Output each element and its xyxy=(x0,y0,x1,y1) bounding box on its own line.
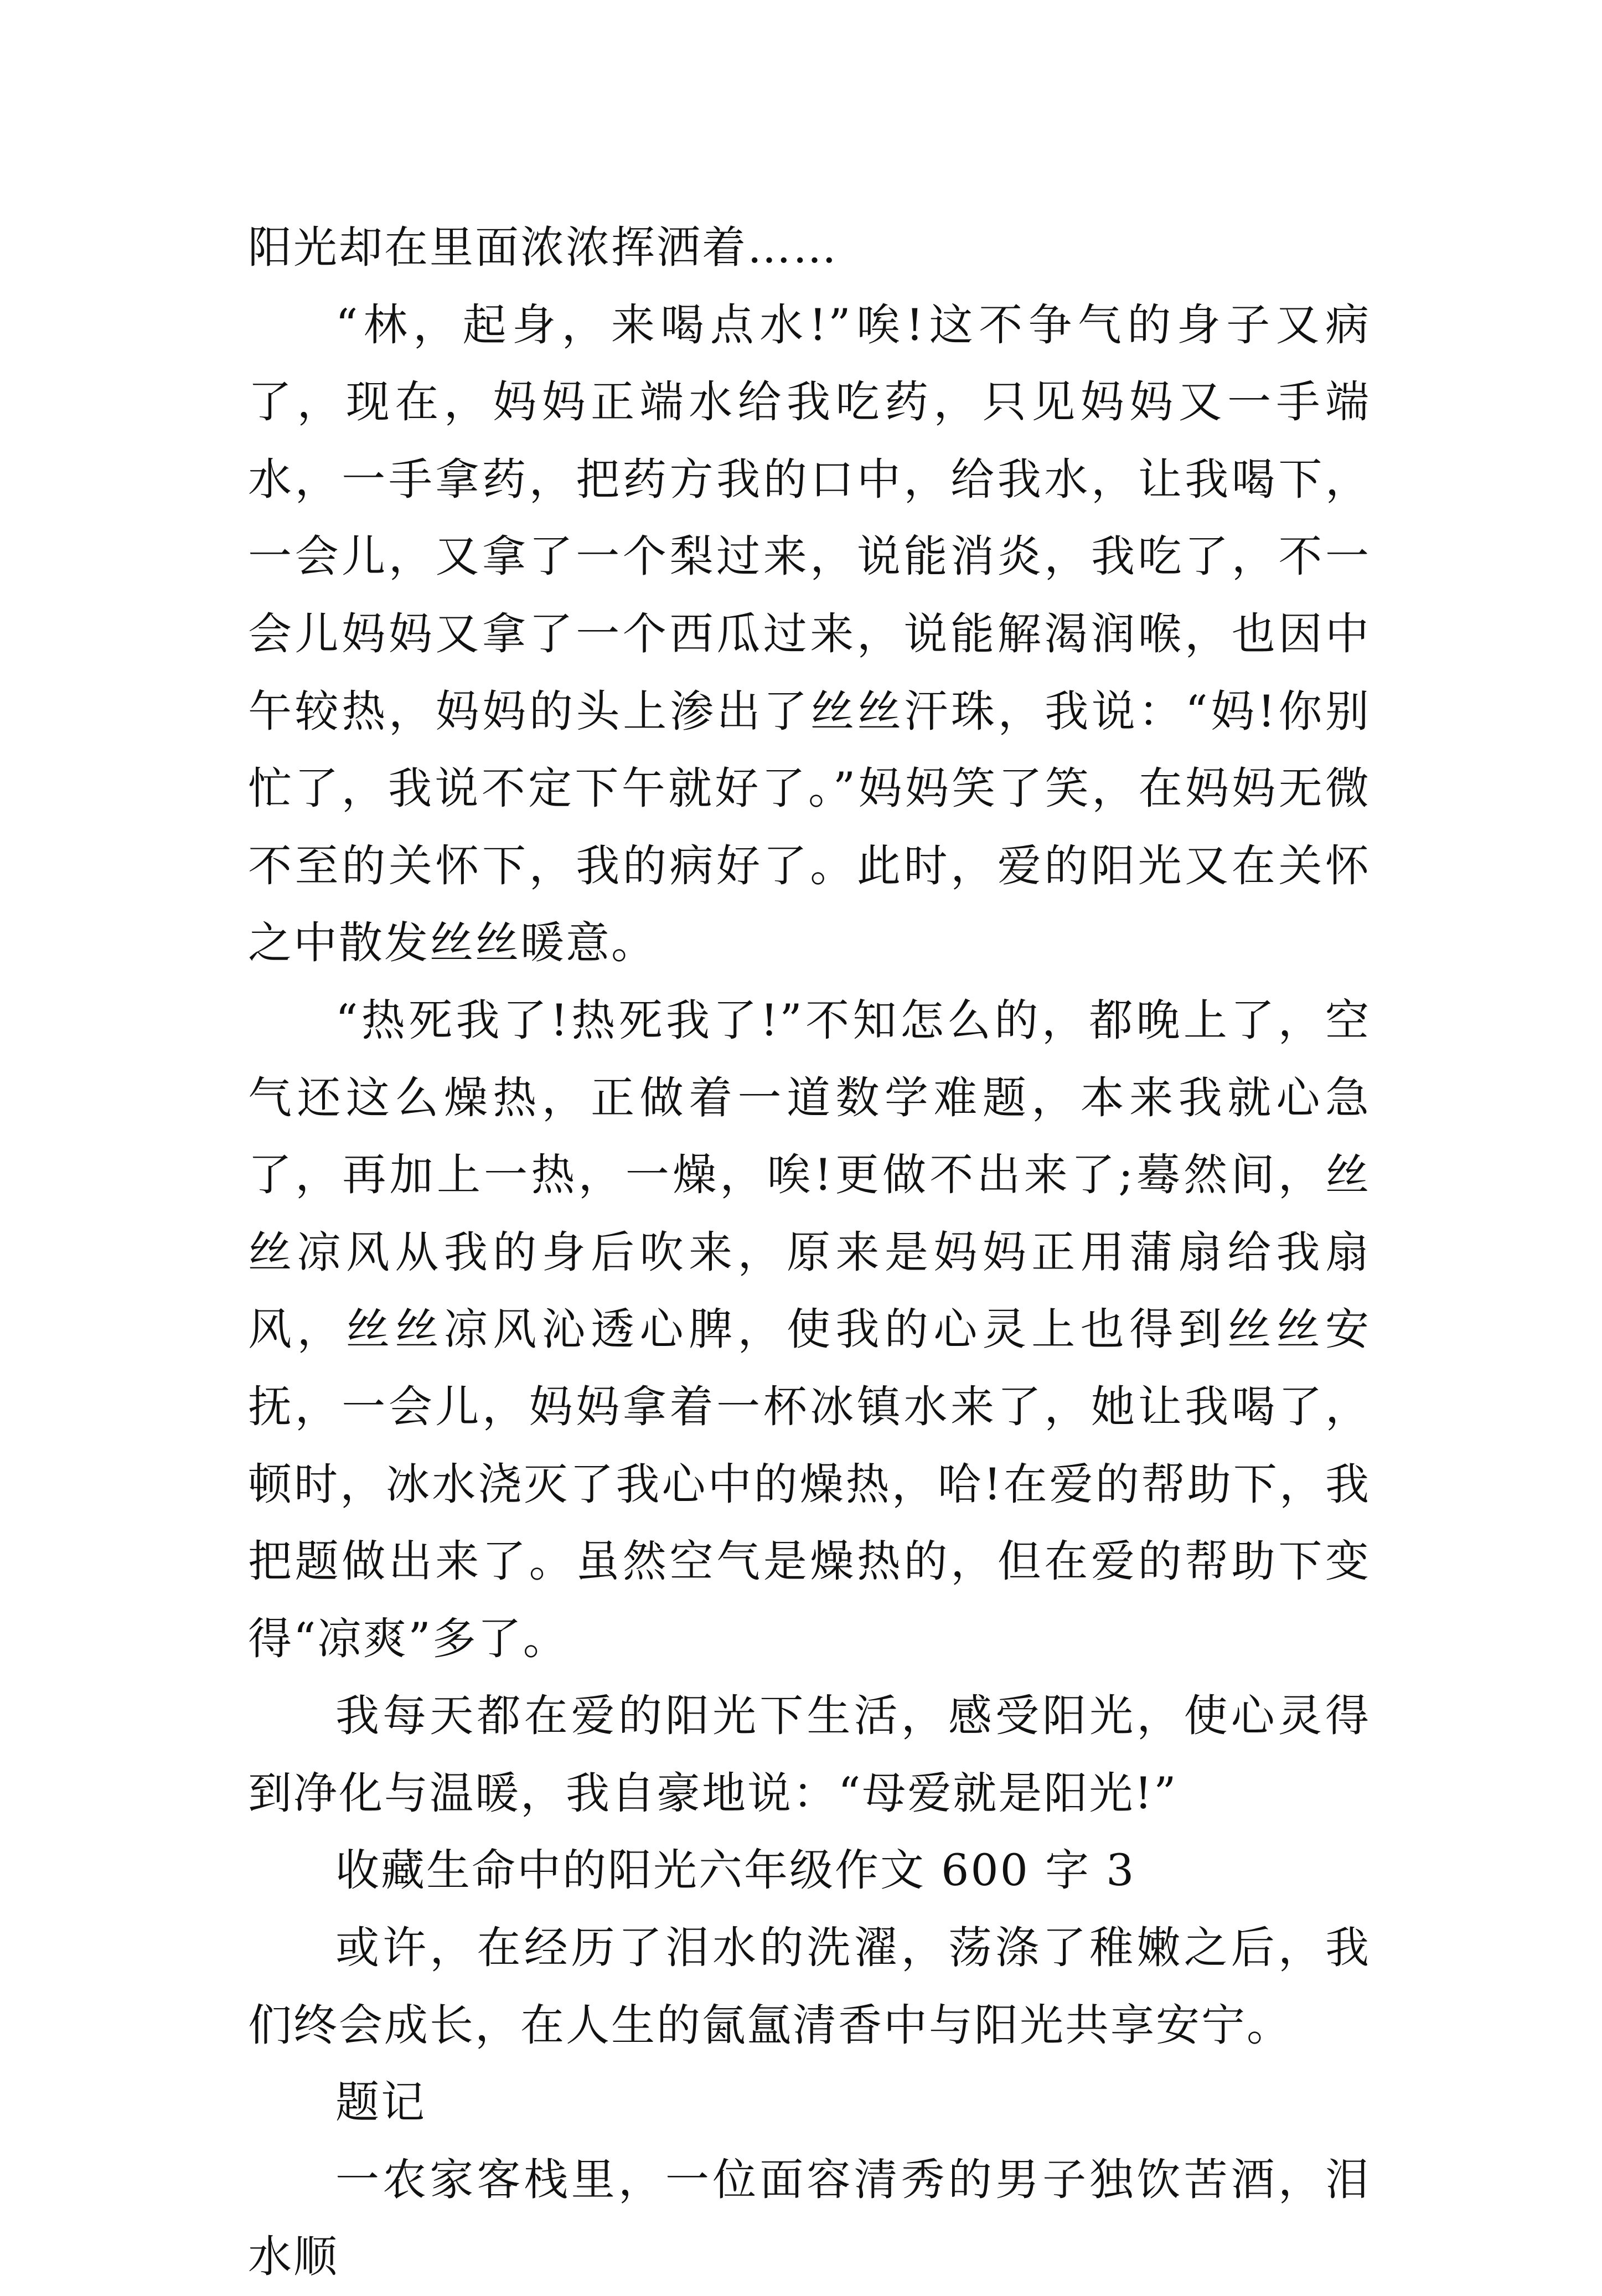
paragraph-8: 一农家客栈里，一位面容清秀的男子独饮苦酒，泪水顺 xyxy=(248,2154,1371,2283)
epigraph-label: 题记 xyxy=(335,2077,426,2128)
paragraph-2: “林，起身，来喝点水!”唉!这不争气的身子又病了，现在，妈妈正端水给我吃药，只见妈妈又一手端水，一手拿药，把药方我的口中，给我水，让我喝下，一会儿，又拿了一个梨过来，说能消炎，我吃了，不一会儿妈妈又拿了一个西瓜过来，说能解渴润喉，也因中午较热，妈妈的头上渗出了丝丝汗珠，我说：“妈!你别忙了，我说不定下午就好了。”妈妈笑了笑，在妈妈无微不至的关怀下，我的病好了。此时，爱的阳光又在关怀之中散发丝丝暖意。 xyxy=(248,299,1371,969)
paragraph-4: 我每天都在爱的阳光下生活，感受阳光，使心灵得到净化与温暖，我自豪地说：“母爱就是阳光!” xyxy=(248,1690,1371,1819)
paragraph-1: 阳光却在里面浓浓挥洒着…… xyxy=(248,222,838,273)
section-title: 收藏生命中的阳光六年级作文 600 字 3 xyxy=(335,1845,1136,1896)
document-body xyxy=(248,209,1371,2296)
paragraph-6: 或许，在经历了泪水的洗濯，荡涤了稚嫩之后，我们终会成长，在人生的氤氲清香中与阳光共享安宁。 xyxy=(248,1922,1371,2051)
paragraph-3: “热死我了!热死我了!”不知怎么的，都晚上了，空气还这么燥热，正做着一道数学难题，本来我就心急了，再加上一热，一燥，唉!更做不出来了;蓦然间，丝丝凉风从我的身后吹来，原来是妈妈正用蒲扇给我扇风，丝丝凉风沁透心脾，使我的心灵上也得到丝丝安抚，一会儿，妈妈拿着一杯冰镇水来了，她让我喝了，顿时，冰水浇灭了我心中的燥热，哈!在爱的帮助下，我把题做出来了。虽然空气是燥热的，但在爱的帮助下变得“凉爽”多了。 xyxy=(248,994,1371,1664)
